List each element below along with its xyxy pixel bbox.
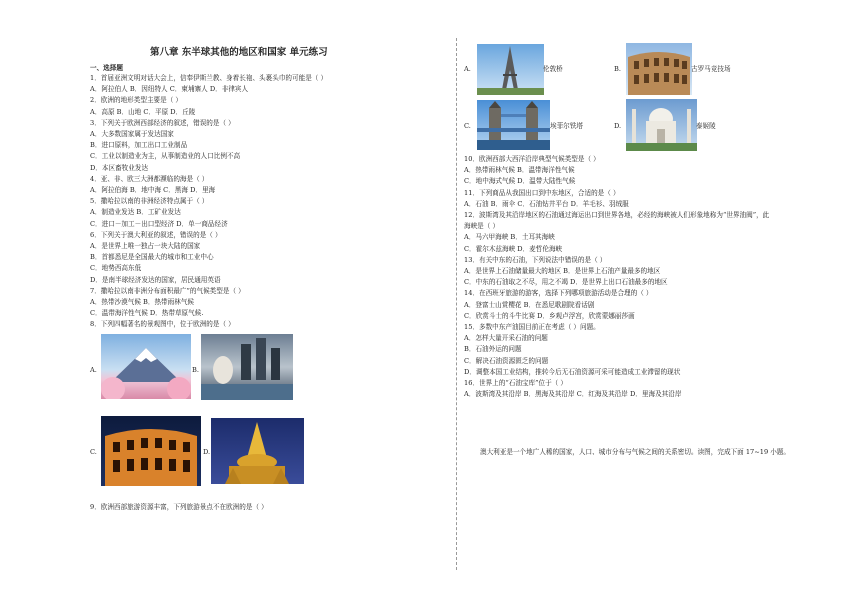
question-line: 2．欧洲的地形类型主要是（ ）	[90, 96, 183, 105]
question-line: D．调整本国工业结构，推转今后无石油资源可采可能造成工业滞留的现状	[464, 367, 681, 376]
question-line: A．波斯湾及其沿岸 B．黑海及其沿岸 C．红海及其沿岸 D．里海及其沿岸	[464, 390, 682, 399]
colosseum-icon	[101, 416, 201, 486]
pagoda-icon	[211, 418, 304, 484]
question-line: C．进口－加工－出口型经济 D．单一商品经济	[90, 219, 228, 228]
question-line: 15．多数中东产油国目前正在考虑（ ）问题。	[464, 323, 600, 331]
question-line: A．热带雨林气候 B．温带海洋性气候	[464, 166, 575, 175]
question-line: C．欣赏斗士的斗牛比赛 D．乡观卢浮宫，欣赏蒙娜丽莎画	[464, 311, 635, 320]
q8-label-d: D.	[203, 448, 211, 456]
question-line: A．大多数国家属于发达国家	[90, 130, 174, 138]
colosseum-night-image	[101, 416, 201, 486]
q8-label-c: C.	[90, 448, 97, 456]
question-line: A．热带沙漠气候 B．热带雨林气候	[90, 298, 195, 306]
q9-label-a: A.	[464, 65, 471, 73]
taj-mahal-icon	[626, 99, 697, 151]
mount-fuji-icon	[101, 334, 191, 399]
question-line: 7．撒哈拉以南非洲分布面积最广”的气候类型是（ ）	[90, 286, 245, 295]
colosseum-day-icon	[626, 43, 692, 95]
question-line: 6．下列关于澳大利亚的叙述，错误的是（ ）	[90, 230, 222, 239]
question-line: A．制造业发达 B．工矿业发达	[90, 208, 181, 217]
eiffel-tower-image	[477, 44, 544, 95]
question-line: 8．下列四幅著名的景观图中，位于欧洲的是（ ）	[90, 320, 235, 329]
tower-bridge-image	[477, 100, 550, 150]
question-line: C．中东的石油取之不尽，用之不竭 D．是世界上出口石油最多的地区	[464, 278, 668, 287]
question-line: 3．下列关于欧洲西部经济的叙述，错误的是（ ）	[90, 118, 235, 127]
tower-bridge-icon	[477, 100, 550, 150]
q9-label-d: D.	[614, 122, 622, 130]
question-line: 16．世界上的“石油宝库”位于（ ）	[464, 379, 567, 387]
question-line: 1．首届亚洲文明对话大会上，信奉伊斯兰教、身着长袍、头裹头巾的可能是（ ）	[90, 74, 328, 82]
question-line: B．石油外运的问题	[464, 345, 522, 354]
question-line: A．怎样大量开采石油的问题	[464, 334, 548, 343]
q9-label-b: B.	[614, 65, 621, 73]
reading-passage: 澳大利亚是一个地广人稀的国家，人口、城市分布与气候之间的关系密切。读图，完成下面 17~19 小题。	[480, 448, 791, 456]
question-line: C．地中海式气候 D．温带大陆性气候	[464, 177, 576, 186]
question-line: D．是南半球经济发达的国家，居民通用英语	[90, 275, 221, 284]
landmark-name-a: 伦敦桥	[543, 65, 563, 73]
mount-fuji-image	[101, 334, 191, 399]
question-line: A．石油 B．雨伞 C．石油钻井平台 D．羊毛衫、羽绒服	[464, 199, 629, 208]
question-line: 11．下列商品从我国出口到中东地区，合适的是（ ）	[464, 188, 620, 197]
question-line: 12．波斯湾及其沿岸地区的石油通过海运出口到世界各地，必经的海峡被人们形象地称为“世界油阀”，此	[464, 211, 770, 219]
question-line: A．马六甲海峡 B．土耳其海峡	[464, 233, 555, 242]
question-line: 海峡是（ ）	[464, 222, 500, 231]
merlion-icon	[201, 334, 293, 400]
question-line: A．高原 B．山地 C．平原 D．丘陵	[90, 107, 196, 116]
question-line: 4．亚、非、欧三大洲都濒临的海是（ ）	[90, 174, 209, 183]
question-line: C．温带海洋性气候 D．热带草原气候.	[90, 309, 204, 318]
merlion-image	[201, 334, 293, 400]
colosseum-day-image	[626, 43, 692, 95]
question-line: A．阿拉伯海 B．地中海 C．黑海 D．里海	[90, 186, 216, 194]
landmark-name-c: 埃菲尔铁塔	[550, 122, 583, 130]
question-line: A．是世界上唯一独占一块大陆的国家	[90, 242, 201, 250]
question-line: B．首都悉尼是全国最大的城市和工业中心	[90, 253, 214, 262]
question-line: 5．撒哈拉以南的非洲经济特点属于（ ）	[90, 197, 209, 206]
q9-label-c: C.	[464, 122, 471, 130]
question-line: 10．欧洲西部大西洋沿岸典型气候类型是（ ）	[464, 155, 600, 163]
question-line: A．阿拉伯人 B．因纽特人 C．柬埔寨人 D．非律宾人	[90, 85, 249, 94]
landmark-name-b: 古罗马竞技场	[691, 65, 731, 73]
question-line: C．解决石油资源匮乏的问题	[464, 356, 549, 365]
landmark-name-d: 泰姬陵	[696, 122, 716, 130]
question-9: 9．欧洲西部旅游资源丰富，下列旅游景点不在欧洲的是（ ）	[90, 503, 268, 511]
question-line: A．登富士山赏樱花 B．在悉尼歌剧院看话剧	[464, 300, 595, 309]
question-line: C．地势西高东低	[90, 264, 142, 273]
question-line: C．工业以制造业为主，从事制造业的人口比例不高	[90, 152, 241, 161]
column-divider	[456, 38, 457, 570]
section-heading: 一、选择题	[90, 64, 123, 72]
question-line: C．霍尔木兹海峡 D．麦哲伦海峡	[464, 244, 563, 253]
page-title: 第八章 东半球其他的地区和国家 单元练习	[150, 47, 328, 58]
q8-label-a: A.	[90, 366, 97, 374]
question-line: 13．有关中东的石油，下列说法中错误的是（ ）	[464, 255, 607, 264]
taj-mahal-image	[626, 99, 697, 151]
question-line: B．进口原料，加工出口工业制品	[90, 141, 188, 150]
q8-label-b: B.	[192, 366, 199, 374]
question-line: D．本区畜牧业发达	[90, 163, 149, 172]
eiffel-tower-icon	[477, 44, 544, 95]
question-line: A．是世界上石油储量最大的地区 B．是世界上石油产量最多的地区	[464, 267, 661, 275]
question-line: 14．在西班牙旅游的游客，选择下列哪项旅游活动是合理的（ ）	[464, 289, 653, 298]
shwedagon-pagoda-image	[211, 418, 304, 484]
